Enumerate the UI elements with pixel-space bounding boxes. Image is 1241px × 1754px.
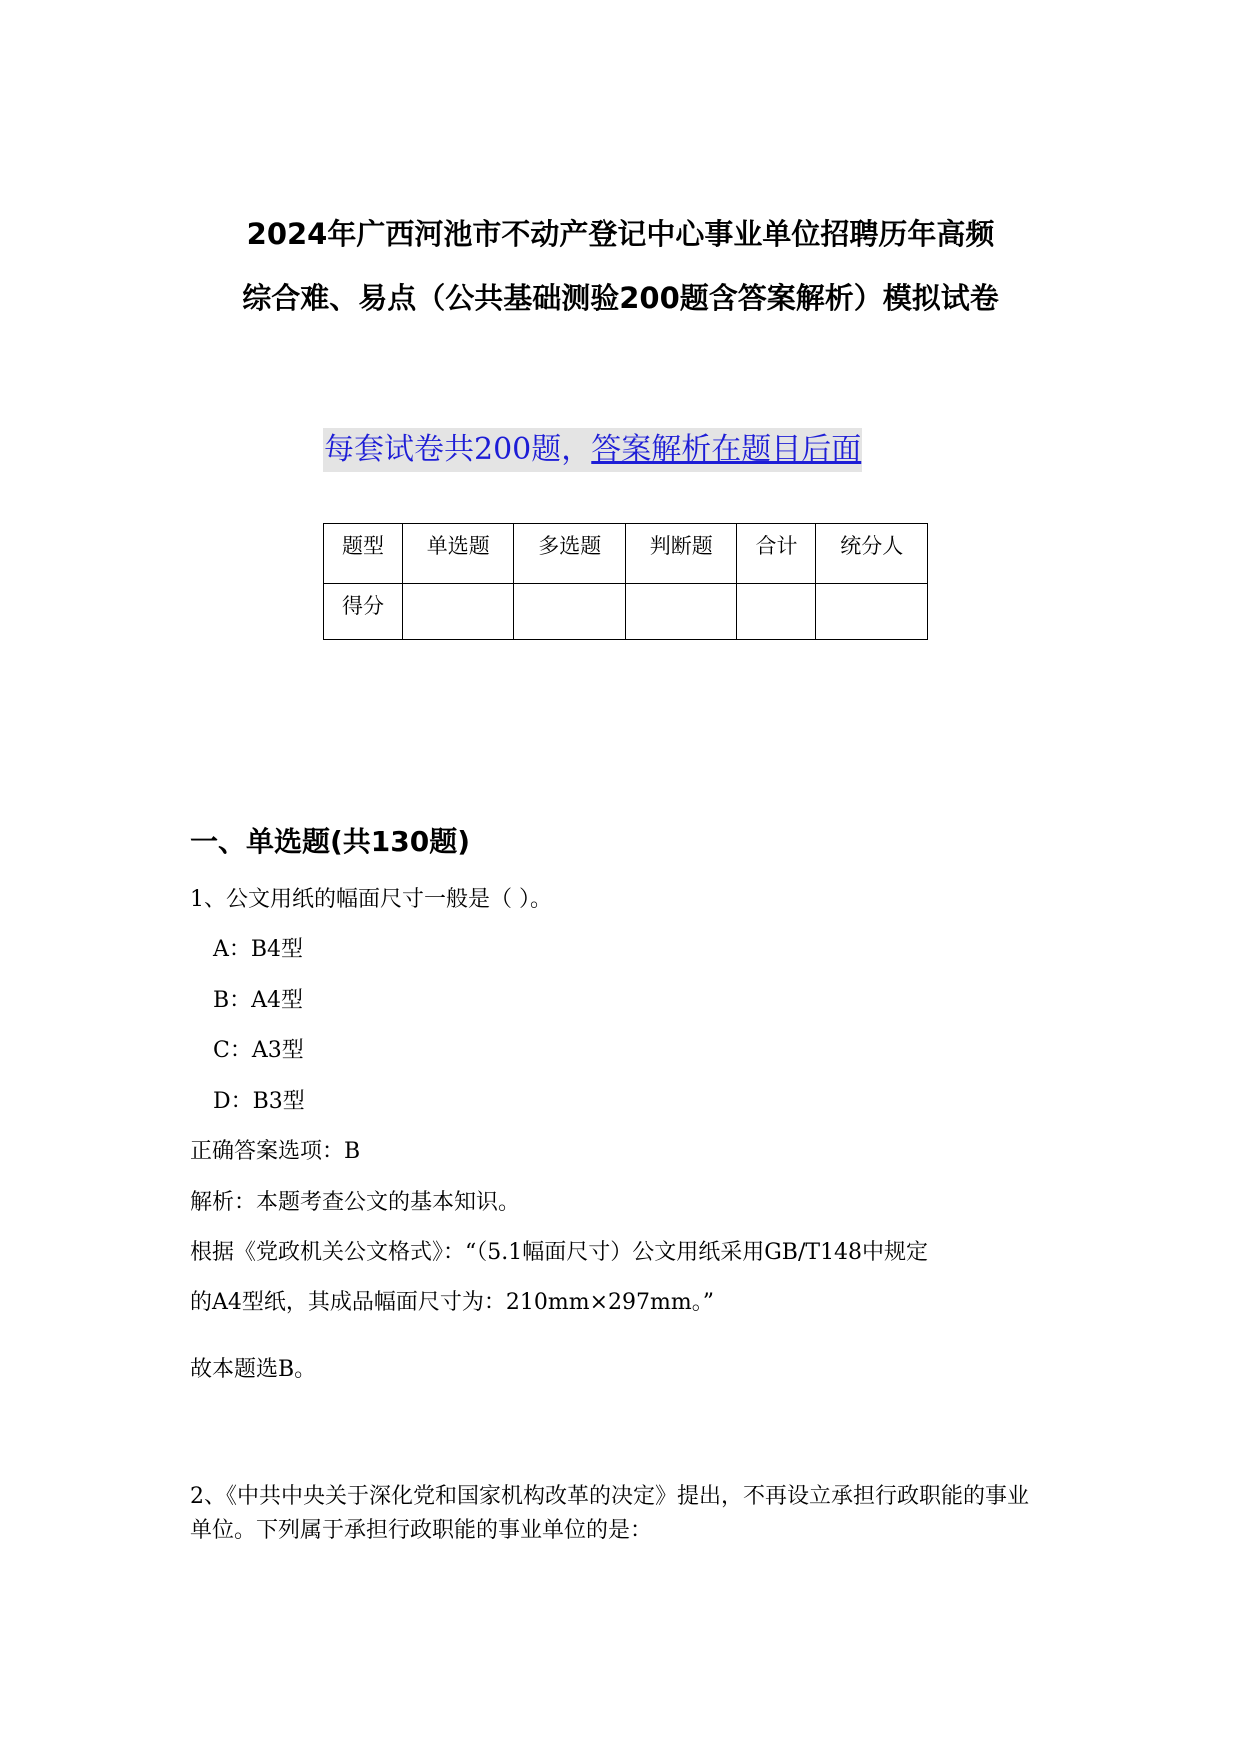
row-label-score: 得分 bbox=[324, 584, 403, 640]
section-heading-single-choice: 一、单选题(共130题) bbox=[190, 825, 471, 858]
question-1-analysis-line-2: 的A4型纸，其成品幅面尺寸为：210mm×297mm。” bbox=[190, 1290, 714, 1315]
question-1-option-a: A：B4型 bbox=[213, 937, 304, 962]
info-banner bbox=[323, 428, 862, 472]
header-cell-total: 合计 bbox=[737, 524, 816, 584]
question-1-option-b: B：A4型 bbox=[213, 988, 304, 1013]
header-cell-type: 题型 bbox=[324, 524, 403, 584]
score-table-header-row bbox=[324, 524, 928, 584]
question-1-conclusion: 故本题选B。 bbox=[190, 1357, 317, 1382]
score-table-score-row bbox=[324, 584, 928, 640]
question-1-stem: 1、公文用纸的幅面尺寸一般是（ ）。 bbox=[190, 887, 552, 912]
answer-location-link[interactable]: 答案解析在题目后面 bbox=[591, 432, 862, 467]
header-cell-single-choice: 单选题 bbox=[402, 524, 514, 584]
question-1-option-d: D：B3型 bbox=[213, 1089, 305, 1114]
header-cell-grader: 统分人 bbox=[816, 524, 928, 584]
question-1-analysis-intro: 解析：本题考查公文的基本知识。 bbox=[190, 1190, 521, 1215]
question-1-analysis-line-1: 根据《党政机关公文格式》：“（5.1幅面尺寸）公文用纸采用GB/T148中规定 bbox=[190, 1240, 929, 1265]
question-1-option-c: C：A3型 bbox=[213, 1038, 304, 1063]
score-cell-grader[interactable] bbox=[816, 584, 928, 640]
question-2-stem: 2、《中共中央关于深化党和国家机构改革的决定》提出，不再设立承担行政职能的事业单位。下列属于承担行政职能的事业单位的是： bbox=[190, 1484, 1029, 1543]
score-cell-true-false[interactable] bbox=[625, 584, 737, 640]
score-cell-total[interactable] bbox=[737, 584, 816, 640]
score-cell-multiple-choice[interactable] bbox=[514, 584, 626, 640]
header-cell-multiple-choice: 多选题 bbox=[514, 524, 626, 584]
banner-text: 每套试卷共200题， bbox=[324, 432, 592, 467]
question-1-answer: 正确答案选项：B bbox=[190, 1139, 361, 1164]
header-cell-true-false: 判断题 bbox=[625, 524, 737, 584]
score-cell-single-choice[interactable] bbox=[402, 584, 514, 640]
document-title-line-2: 综合难、易点（公共基础测验200题含答案解析）模拟试卷 bbox=[242, 281, 999, 315]
document-title-line-1: 2024年广西河池市不动产登记中心事业单位招聘历年高频 bbox=[246, 217, 995, 251]
score-table bbox=[323, 523, 928, 640]
